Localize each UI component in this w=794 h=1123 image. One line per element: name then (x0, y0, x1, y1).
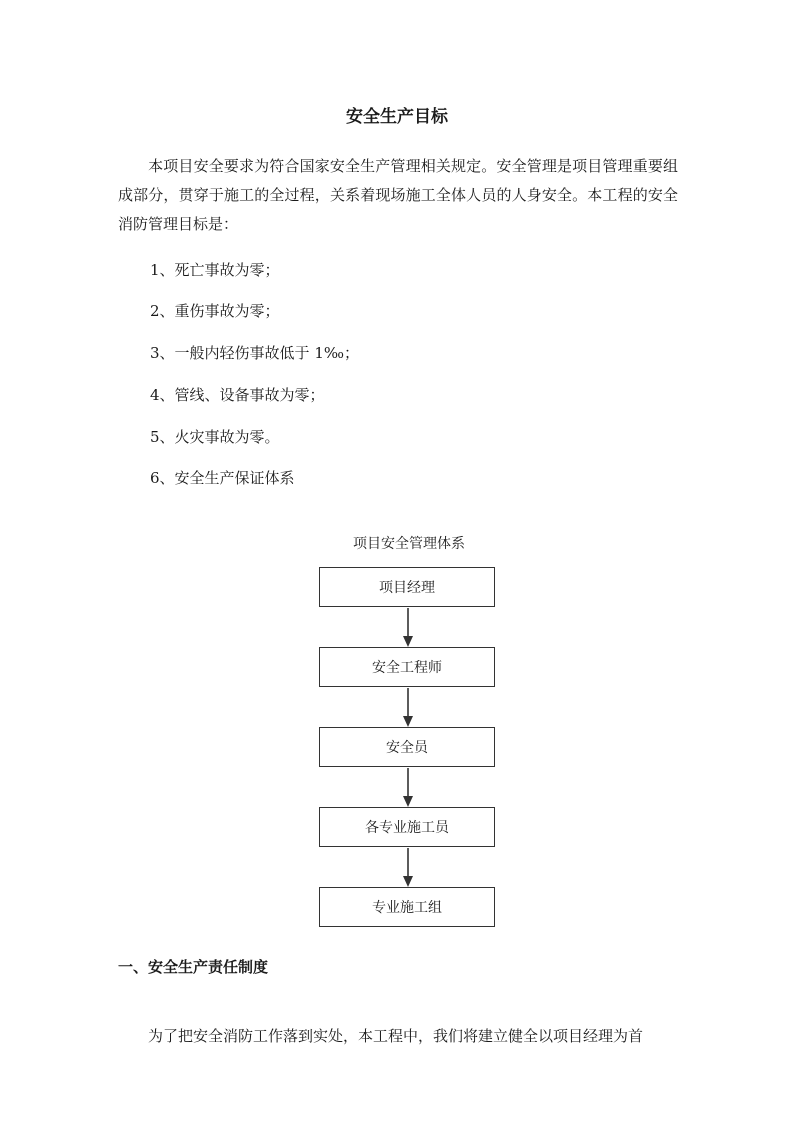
intro-text: 本项目安全要求为符合国家安全生产管理相关规定。安全管理是项目管理重要组成部分，贯穿于施工的全过程，关系着现场施工全体人员的人身安全。本工程的安全消防管理目标是： (118, 157, 678, 233)
closing-paragraph: 为了把安全消防工作落到实处，本工程中，我们将建立健全以项目经理为首 (148, 1027, 644, 1045)
intro-paragraph (118, 152, 678, 239)
section-heading-responsibility-system: 一、安全生产责任制度 (118, 958, 269, 976)
flow-node-specialty-construction-staff: 各专业施工员 (319, 807, 495, 847)
flow-node-safety-officer: 安全员 (319, 727, 495, 767)
goal-item-5: 5、火灾事故为零。 (150, 428, 280, 446)
goal-item-3: 3、一般内轻伤事故低于 1‰； (150, 344, 359, 362)
page-title: 安全生产目标 (346, 107, 448, 127)
flow-arrow-3 (402, 768, 414, 808)
flow-node-safety-engineer: 安全工程师 (319, 647, 495, 687)
flow-arrow-2 (402, 688, 414, 728)
goal-item-6: 6、安全生产保证体系 (150, 469, 295, 487)
goal-item-4: 4、管线、设备事故为零； (150, 386, 325, 404)
flow-node-specialty-construction-team: 专业施工组 (319, 887, 495, 927)
flow-node-project-manager: 项目经理 (319, 567, 495, 607)
flow-arrow-1 (402, 608, 414, 648)
goal-item-1: 1、死亡事故为零； (150, 261, 280, 279)
flowchart-caption: 项目安全管理体系 (353, 536, 465, 552)
goal-item-2: 2、重伤事故为零； (150, 302, 280, 320)
flow-arrow-4 (402, 848, 414, 888)
